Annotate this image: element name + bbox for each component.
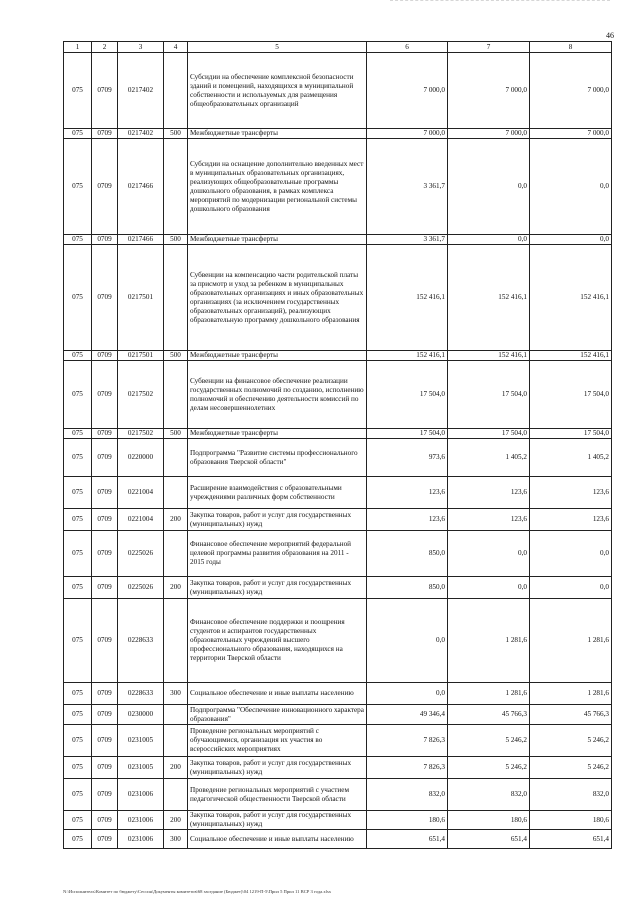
cell-description: Закупка товаров, работ и услуг для государственных (муниципальных) нужд xyxy=(188,509,367,531)
header-cell: 4 xyxy=(164,42,188,53)
cell-target-article: 0217466 xyxy=(118,235,164,245)
cell-amount-col7: 0,0 xyxy=(448,531,530,577)
cell-amount-col8: 123,6 xyxy=(530,477,612,509)
cell-expense-type xyxy=(164,779,188,811)
cell-target-article: 0217502 xyxy=(118,361,164,429)
cell-description: Межбюджетные трансферты xyxy=(188,129,367,139)
cell-target-article: 0228633 xyxy=(118,599,164,683)
cell-section: 0709 xyxy=(92,705,118,725)
cell-amount-col6: 7 826,3 xyxy=(367,725,448,757)
cell-amount-col7: 651,4 xyxy=(448,830,530,849)
cell-expense-type: 500 xyxy=(164,129,188,139)
cell-expense-type: 300 xyxy=(164,830,188,849)
cell-code-1: 075 xyxy=(64,779,92,811)
budget-table xyxy=(63,41,612,849)
cell-amount-col8: 17 504,0 xyxy=(530,361,612,429)
cell-amount-col8: 0,0 xyxy=(530,235,612,245)
table-row xyxy=(64,439,612,477)
cell-section: 0709 xyxy=(92,683,118,705)
cell-code-1: 075 xyxy=(64,509,92,531)
cell-target-article: 0231005 xyxy=(118,725,164,757)
header-cell: 7 xyxy=(448,42,530,53)
cell-expense-type xyxy=(164,599,188,683)
cell-amount-col7: 1 281,6 xyxy=(448,599,530,683)
cell-amount-col8: 7 000,0 xyxy=(530,53,612,129)
cell-code-1: 075 xyxy=(64,245,92,351)
cell-description: Социальное обеспечение и иные выплаты населению xyxy=(188,683,367,705)
cell-amount-col6: 3 361,7 xyxy=(367,139,448,235)
cell-description: Межбюджетные трансферты xyxy=(188,235,367,245)
cell-amount-col8: 152 416,1 xyxy=(530,351,612,361)
table-row xyxy=(64,830,612,849)
cell-expense-type: 500 xyxy=(164,351,188,361)
cell-code-1: 075 xyxy=(64,705,92,725)
cell-description: Субвенции на компенсацию части родительской платы за присмотр и уход за ребенком в муниципальных образовательных организациях и иных образовательных организациях (за исключением государственных образовательных организаций), реализующих образовательную программу дошкольного образования xyxy=(188,245,367,351)
cell-expense-type xyxy=(164,361,188,429)
cell-code-1: 075 xyxy=(64,725,92,757)
cell-amount-col6: 832,0 xyxy=(367,779,448,811)
cell-expense-type: 500 xyxy=(164,235,188,245)
cell-section: 0709 xyxy=(92,779,118,811)
cell-description: Финансовое обеспечение поддержки и поощрения студентов и аспирантов государственных образовательных учреждений высшего профессионального образования, находящихся на территории Тверской области xyxy=(188,599,367,683)
cell-target-article: 0221004 xyxy=(118,477,164,509)
cell-section: 0709 xyxy=(92,139,118,235)
cell-amount-col6: 17 504,0 xyxy=(367,429,448,439)
cell-expense-type xyxy=(164,439,188,477)
cell-amount-col8: 0,0 xyxy=(530,531,612,577)
cell-section: 0709 xyxy=(92,509,118,531)
cell-section: 0709 xyxy=(92,129,118,139)
cell-description: Закупка товаров, работ и услуг для государственных (муниципальных) нужд xyxy=(188,577,367,599)
cell-amount-col8: 0,0 xyxy=(530,577,612,599)
cell-code-1: 075 xyxy=(64,235,92,245)
table-row xyxy=(64,811,612,830)
cell-section: 0709 xyxy=(92,811,118,830)
cell-expense-type xyxy=(164,477,188,509)
cell-amount-col8: 651,4 xyxy=(530,830,612,849)
cell-amount-col8: 1 405,2 xyxy=(530,439,612,477)
cell-code-1: 075 xyxy=(64,830,92,849)
cell-amount-col6: 49 346,4 xyxy=(367,705,448,725)
cell-section: 0709 xyxy=(92,725,118,757)
header-cell: 5 xyxy=(188,42,367,53)
cell-amount-col7: 45 766,3 xyxy=(448,705,530,725)
cell-amount-col8: 1 281,6 xyxy=(530,599,612,683)
table-row xyxy=(64,139,612,235)
cell-amount-col8: 5 246,2 xyxy=(530,725,612,757)
cell-amount-col8: 152 416,1 xyxy=(530,245,612,351)
header-cell: 3 xyxy=(118,42,164,53)
cell-description: Закупка товаров, работ и услуг для государственных (муниципальных) нужд xyxy=(188,811,367,830)
cell-amount-col6: 152 416,1 xyxy=(367,245,448,351)
cell-section: 0709 xyxy=(92,53,118,129)
cell-amount-col7: 17 504,0 xyxy=(448,429,530,439)
table-row xyxy=(64,599,612,683)
cell-code-1: 075 xyxy=(64,683,92,705)
table-row xyxy=(64,53,612,129)
cell-target-article: 0230000 xyxy=(118,705,164,725)
cell-expense-type: 200 xyxy=(164,577,188,599)
cell-target-article: 0220000 xyxy=(118,439,164,477)
table-row xyxy=(64,779,612,811)
cell-description: Субсидии на обеспечение комплексной безопасности зданий и помещений, находящихся в муниципальной собственности и используемых для размещения общеобразовательных организаций xyxy=(188,53,367,129)
cell-amount-col6: 123,6 xyxy=(367,509,448,531)
cell-section: 0709 xyxy=(92,245,118,351)
cell-amount-col8: 17 504,0 xyxy=(530,429,612,439)
cell-amount-col6: 0,0 xyxy=(367,599,448,683)
cell-amount-col7: 5 246,2 xyxy=(448,725,530,757)
cell-code-1: 075 xyxy=(64,53,92,129)
table-row xyxy=(64,235,612,245)
cell-code-1: 075 xyxy=(64,439,92,477)
cell-amount-col6: 7 000,0 xyxy=(367,129,448,139)
file-path-footer: N:\Исполнитель\Комитет по бюджету\Сессия\Документы комитетов\68 заседание (Бюджет)\04 1219-П-5\Прил 5 Прил 11 ВСР 3 года.xlsx xyxy=(63,889,332,894)
cell-amount-col7: 0,0 xyxy=(448,235,530,245)
cell-description: Проведение региональных мероприятий с обучающимися, организация их участия во всероссийских мероприятиях xyxy=(188,725,367,757)
cell-amount-col7: 832,0 xyxy=(448,779,530,811)
cell-amount-col6: 7 826,3 xyxy=(367,757,448,779)
cell-amount-col7: 180,6 xyxy=(448,811,530,830)
cell-target-article: 0231006 xyxy=(118,811,164,830)
cell-target-article: 0217501 xyxy=(118,351,164,361)
cell-description: Подпрограмма "Развитие системы профессионального образования Тверской области" xyxy=(188,439,367,477)
cell-amount-col6: 651,4 xyxy=(367,830,448,849)
cell-expense-type xyxy=(164,245,188,351)
cell-amount-col8: 123,6 xyxy=(530,509,612,531)
table-row xyxy=(64,531,612,577)
cell-target-article: 0217402 xyxy=(118,53,164,129)
cell-section: 0709 xyxy=(92,599,118,683)
cell-target-article: 0228633 xyxy=(118,683,164,705)
cell-target-article: 0231006 xyxy=(118,779,164,811)
cell-code-1: 075 xyxy=(64,361,92,429)
cell-expense-type: 200 xyxy=(164,811,188,830)
cell-section: 0709 xyxy=(92,429,118,439)
cell-amount-col7: 17 504,0 xyxy=(448,361,530,429)
cell-amount-col8: 180,6 xyxy=(530,811,612,830)
cell-amount-col6: 180,6 xyxy=(367,811,448,830)
cell-amount-col6: 973,6 xyxy=(367,439,448,477)
cell-amount-col8: 45 766,3 xyxy=(530,705,612,725)
table-row xyxy=(64,361,612,429)
cell-section: 0709 xyxy=(92,757,118,779)
table-row xyxy=(64,705,612,725)
cell-code-1: 075 xyxy=(64,477,92,509)
cell-amount-col6: 152 416,1 xyxy=(367,351,448,361)
cell-code-1: 075 xyxy=(64,811,92,830)
cell-section: 0709 xyxy=(92,577,118,599)
cell-section: 0709 xyxy=(92,439,118,477)
cell-amount-col7: 7 000,0 xyxy=(448,53,530,129)
cell-description: Межбюджетные трансферты xyxy=(188,351,367,361)
cell-section: 0709 xyxy=(92,830,118,849)
page-number: 46 xyxy=(606,31,614,40)
cell-amount-col6: 850,0 xyxy=(367,577,448,599)
cell-target-article: 0231006 xyxy=(118,830,164,849)
cell-code-1: 075 xyxy=(64,129,92,139)
cell-amount-col7: 123,6 xyxy=(448,509,530,531)
cell-amount-col7: 123,6 xyxy=(448,477,530,509)
table-row xyxy=(64,245,612,351)
cell-amount-col6: 7 000,0 xyxy=(367,53,448,129)
cell-description: Проведение региональных мероприятий с участием педагогической общественности Тверской области xyxy=(188,779,367,811)
cell-expense-type xyxy=(164,531,188,577)
table-row xyxy=(64,757,612,779)
cell-amount-col7: 7 000,0 xyxy=(448,129,530,139)
table-row xyxy=(64,577,612,599)
cell-expense-type: 200 xyxy=(164,509,188,531)
table-row xyxy=(64,351,612,361)
cell-amount-col8: 832,0 xyxy=(530,779,612,811)
cell-description: Подпрограмма "Обеспечение инновационного характера образования" xyxy=(188,705,367,725)
scan-artifact xyxy=(390,0,610,7)
cell-target-article: 0217501 xyxy=(118,245,164,351)
cell-expense-type xyxy=(164,705,188,725)
cell-expense-type: 300 xyxy=(164,683,188,705)
cell-amount-col7: 0,0 xyxy=(448,139,530,235)
header-cell: 1 xyxy=(64,42,92,53)
cell-target-article: 0217502 xyxy=(118,429,164,439)
cell-amount-col7: 5 246,2 xyxy=(448,757,530,779)
cell-expense-type: 200 xyxy=(164,757,188,779)
cell-section: 0709 xyxy=(92,235,118,245)
cell-section: 0709 xyxy=(92,477,118,509)
cell-section: 0709 xyxy=(92,531,118,577)
cell-amount-col7: 152 416,1 xyxy=(448,351,530,361)
cell-code-1: 075 xyxy=(64,429,92,439)
cell-code-1: 075 xyxy=(64,757,92,779)
cell-target-article: 0221004 xyxy=(118,509,164,531)
column-number-row xyxy=(64,42,612,53)
cell-expense-type: 500 xyxy=(164,429,188,439)
cell-amount-col8: 7 000,0 xyxy=(530,129,612,139)
cell-amount-col7: 152 416,1 xyxy=(448,245,530,351)
cell-code-1: 075 xyxy=(64,599,92,683)
cell-target-article: 0225026 xyxy=(118,531,164,577)
table-row xyxy=(64,725,612,757)
cell-target-article: 0217466 xyxy=(118,139,164,235)
header-cell: 6 xyxy=(367,42,448,53)
cell-description: Закупка товаров, работ и услуг для государственных (муниципальных) нужд xyxy=(188,757,367,779)
cell-target-article: 0217402 xyxy=(118,129,164,139)
cell-code-1: 075 xyxy=(64,351,92,361)
cell-amount-col7: 1 281,6 xyxy=(448,683,530,705)
table-row xyxy=(64,129,612,139)
header-cell: 8 xyxy=(530,42,612,53)
cell-code-1: 075 xyxy=(64,139,92,235)
cell-expense-type xyxy=(164,139,188,235)
header-cell: 2 xyxy=(92,42,118,53)
cell-code-1: 075 xyxy=(64,531,92,577)
cell-description: Социальное обеспечение и иные выплаты населению xyxy=(188,830,367,849)
table-row xyxy=(64,429,612,439)
cell-code-1: 075 xyxy=(64,577,92,599)
cell-amount-col6: 17 504,0 xyxy=(367,361,448,429)
table-row xyxy=(64,683,612,705)
cell-amount-col6: 123,6 xyxy=(367,477,448,509)
cell-expense-type xyxy=(164,725,188,757)
cell-description: Субвенции на финансовое обеспечение реализации государственных полномочий по созданию, исполнению полномочий и обеспечению деятельности комиссий по делам несовершеннолетних xyxy=(188,361,367,429)
cell-section: 0709 xyxy=(92,361,118,429)
cell-amount-col6: 0,0 xyxy=(367,683,448,705)
cell-amount-col8: 5 246,2 xyxy=(530,757,612,779)
cell-target-article: 0225026 xyxy=(118,577,164,599)
table-row xyxy=(64,509,612,531)
cell-section: 0709 xyxy=(92,351,118,361)
cell-description: Межбюджетные трансферты xyxy=(188,429,367,439)
cell-amount-col8: 1 281,6 xyxy=(530,683,612,705)
cell-amount-col7: 0,0 xyxy=(448,577,530,599)
cell-expense-type xyxy=(164,53,188,129)
cell-description: Расширение взаимодействия с образовательными учреждениями различных форм собственности xyxy=(188,477,367,509)
table-row xyxy=(64,477,612,509)
cell-amount-col8: 0,0 xyxy=(530,139,612,235)
cell-amount-col6: 3 361,7 xyxy=(367,235,448,245)
cell-target-article: 0231005 xyxy=(118,757,164,779)
cell-amount-col7: 1 405,2 xyxy=(448,439,530,477)
cell-amount-col6: 850,0 xyxy=(367,531,448,577)
cell-description: Субсидии на оснащение дополнительно введенных мест в муниципальных образовательных организациях, реализующих общеобразовательные программы дошкольного образования, в рамках комплекса мероприятий по модернизации региональной системы дошкольного образования xyxy=(188,139,367,235)
cell-description: Финансовое обеспечение мероприятий федеральной целевой программы развития образования на 2011 - 2015 годы xyxy=(188,531,367,577)
